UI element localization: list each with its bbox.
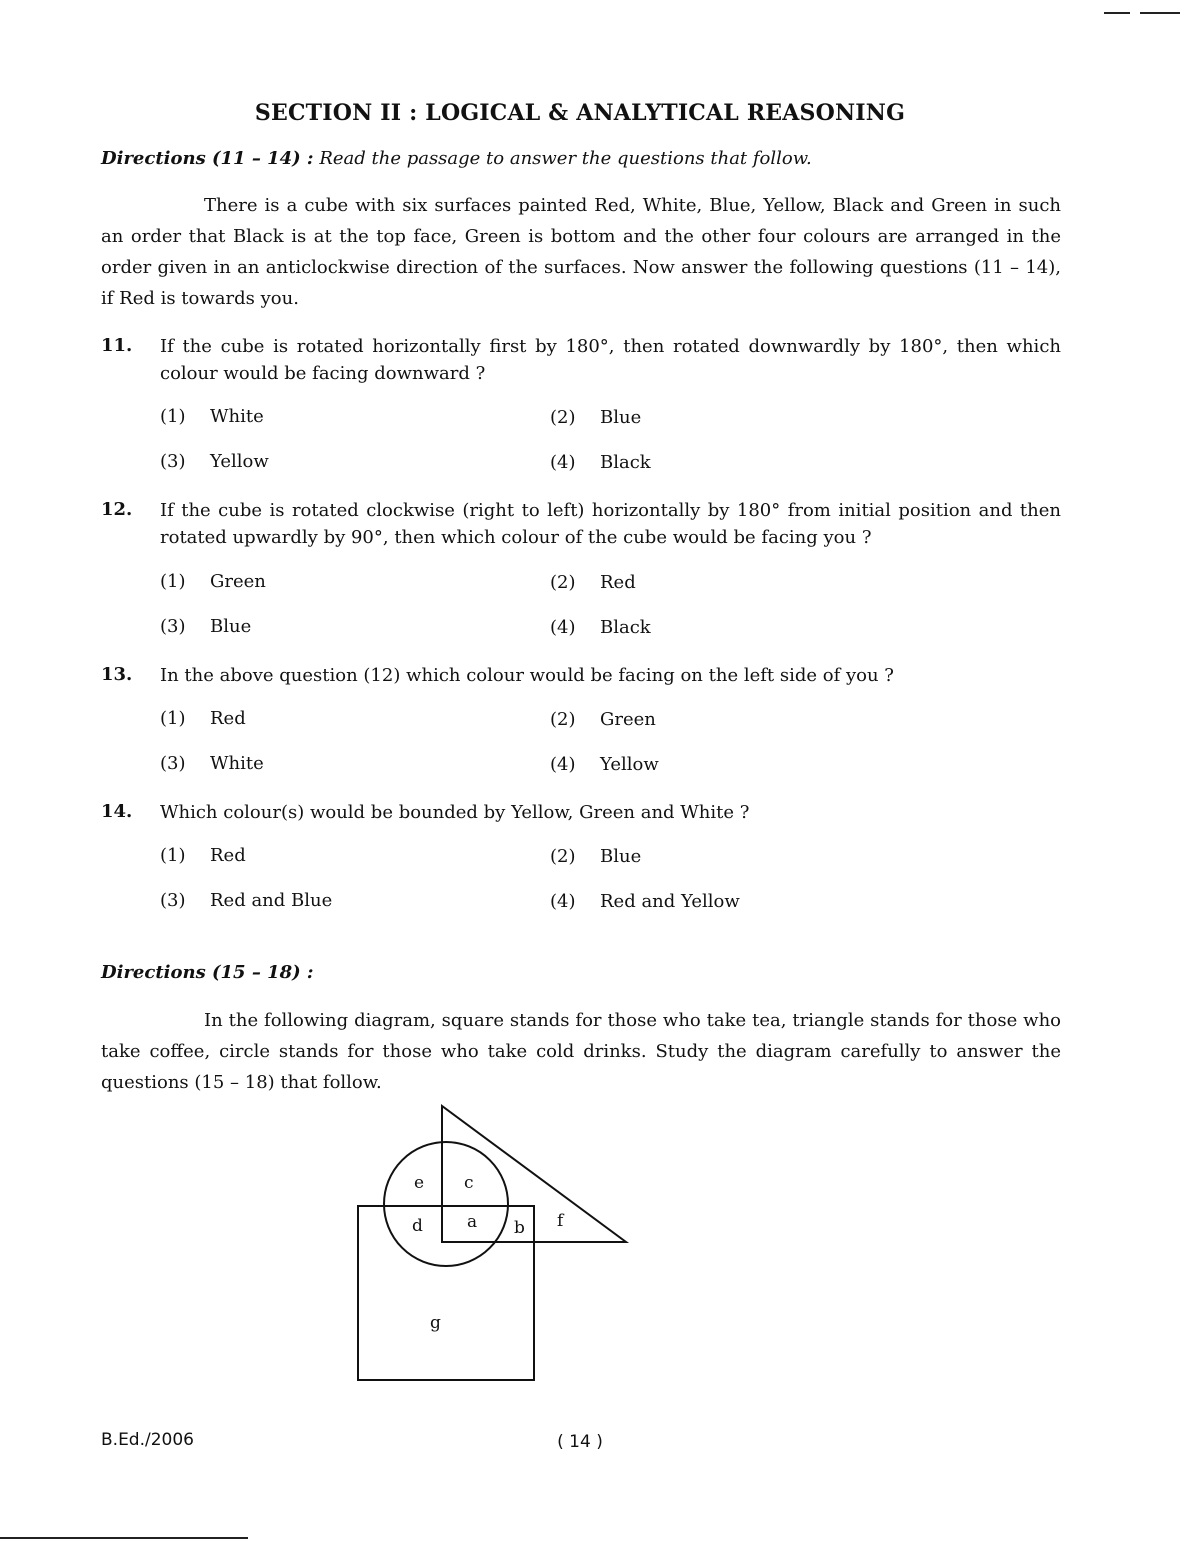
option-text: Red <box>600 572 636 593</box>
directions-label: Directions (15 – 18) : <box>101 962 314 983</box>
option-text: Blue <box>210 616 252 637</box>
option-text: Black <box>600 617 651 638</box>
question-number: 13. <box>101 664 133 685</box>
question-number: 11. <box>101 335 133 356</box>
option-text: Yellow <box>210 451 269 472</box>
passage-cube: There is a cube with six surfaces painted Red, White, Blue, Yellow, Black and Green in such an order that Black is at the top face, Green is bottom and the other four colours are arranged in the order given in an anticlockwise direction of the surfaces. Now answer the following questions (11 – 14), if Red is towards you. <box>101 195 1061 309</box>
page-number: ( 14 ) <box>557 1432 603 1452</box>
option-number: (3) <box>160 890 186 911</box>
region-label-b: b <box>514 1218 525 1238</box>
question-number: 14. <box>101 801 133 822</box>
region-label-d: d <box>412 1216 423 1236</box>
option-text: Red <box>210 845 246 866</box>
option-number: (4) <box>550 452 576 473</box>
question-text: If the cube is rotated horizontally first by 180°, then rotated downwardly by 180°, then which colour would be facing downward ? <box>160 336 1061 384</box>
region-label-a: a <box>467 1212 478 1232</box>
option-number: (2) <box>550 709 576 730</box>
directions-text: Read the passage to answer the questions that follow. <box>319 148 812 169</box>
option-text: White <box>210 406 264 427</box>
option-number: (3) <box>160 753 186 774</box>
option-text: Blue <box>600 846 642 867</box>
question-text: In the above question (12) which colour would be facing on the left side of you ? <box>160 665 894 686</box>
option-text: Yellow <box>600 754 659 775</box>
option-text: Red <box>210 708 246 729</box>
question-text: If the cube is rotated clockwise (right to left) horizontally by 180° from initial position and then rotated upwardly by 90°, then which colour of the cube would be facing you ? <box>160 500 1061 548</box>
option-number: (1) <box>160 571 186 592</box>
option-text: White <box>210 753 264 774</box>
option-text: Black <box>600 452 651 473</box>
option-number: (1) <box>160 406 186 427</box>
option-text: Red and Yellow <box>600 891 740 912</box>
question-number: 12. <box>101 499 133 520</box>
option-text: Red and Blue <box>210 890 333 911</box>
option-text: Blue <box>600 407 642 428</box>
option-number: (1) <box>160 708 186 729</box>
option-number: (3) <box>160 451 186 472</box>
tea-square <box>358 1206 534 1380</box>
region-label-e: e <box>414 1173 425 1193</box>
directions-label: Directions (11 – 14) : <box>101 148 314 169</box>
option-number: (1) <box>160 845 186 866</box>
passage-diagram: In the following diagram, square stands for those who take tea, triangle stands for those who take coffee, circle stands for those who take cold drinks. Study the diagram carefully to answer the questions (15 – 18) that follow. <box>101 1010 1061 1093</box>
question-text: Which colour(s) would be bounded by Yellow, Green and White ? <box>160 802 750 823</box>
option-text: Green <box>600 709 656 730</box>
paper-code: B.Ed./2006 <box>101 1430 194 1450</box>
option-number: (2) <box>550 572 576 593</box>
region-label-g: g <box>430 1313 441 1333</box>
region-label-f: f <box>557 1211 564 1231</box>
option-number: (4) <box>550 891 576 912</box>
section-title: SECTION II : LOGICAL & ANALYTICAL REASONING <box>254 100 906 126</box>
cold-drinks-circle <box>384 1142 508 1266</box>
region-label-c: c <box>464 1173 474 1193</box>
option-number: (2) <box>550 846 576 867</box>
option-number: (4) <box>550 617 576 638</box>
option-number: (3) <box>160 616 186 637</box>
option-number: (2) <box>550 407 576 428</box>
option-text: Green <box>210 571 266 592</box>
option-number: (4) <box>550 754 576 775</box>
